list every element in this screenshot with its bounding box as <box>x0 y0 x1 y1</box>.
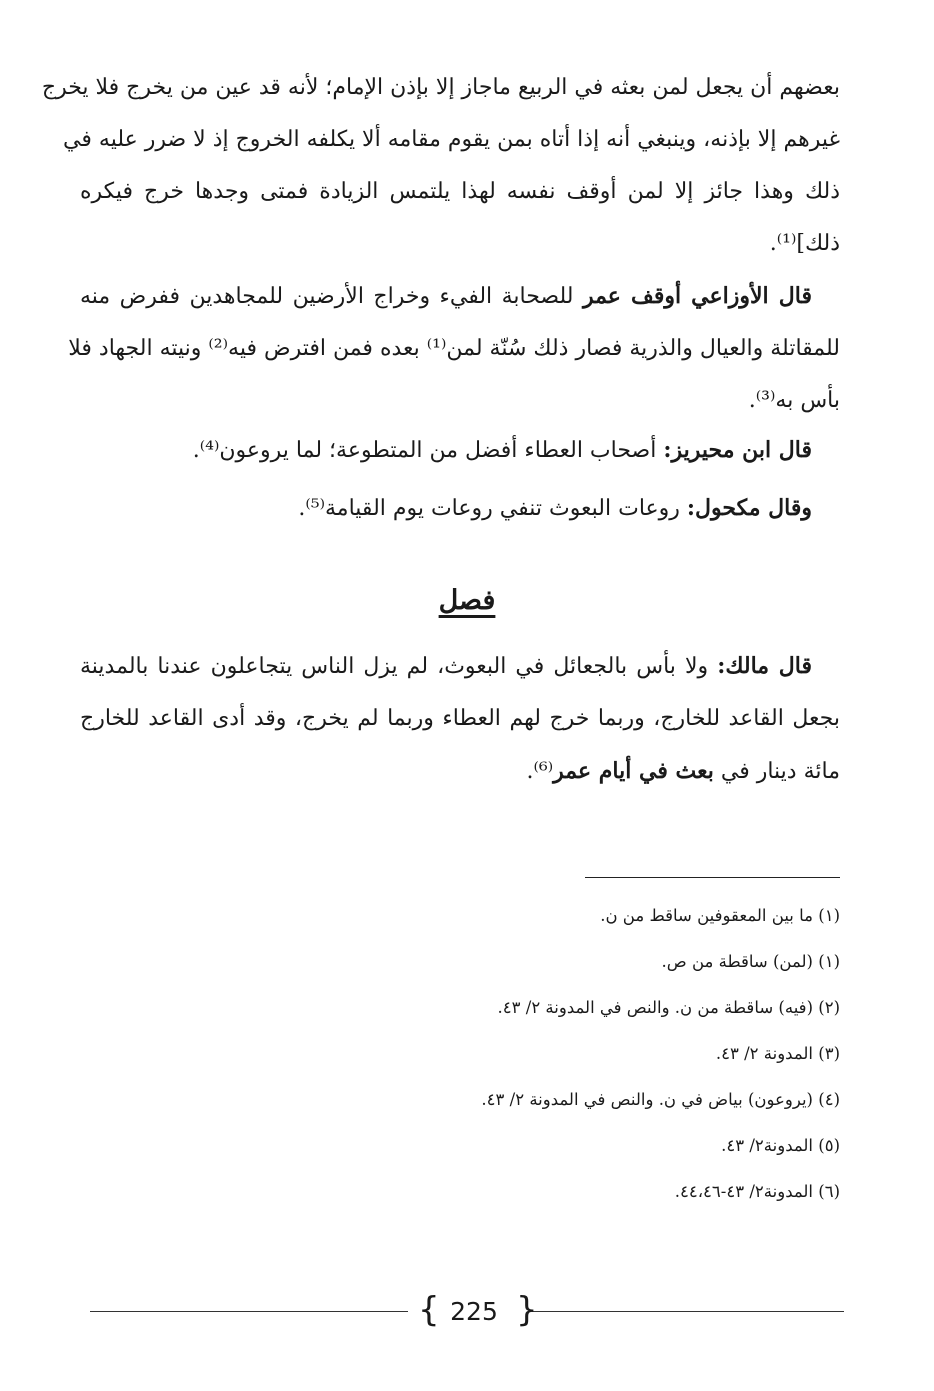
text-line: بجعل القاعد للخارج، وربما خرج لهم العطاء وربما لم يخرج، وقد أدى القاعد للخارج <box>80 706 840 731</box>
footnote: (١) (لمن) ساقطة من ص. <box>661 952 840 971</box>
text-line: غيرهم إلا بإذنه، وينبغي أنه إذا أتاه بمن يقوم مقامه ألا يكلفه الخروج إذ لا ضرر عليه في <box>63 127 840 152</box>
text-line: بأس به⁽³⁾. <box>748 388 840 413</box>
text-line <box>80 424 840 477</box>
footnote: (١) ما بين المعقوفين ساقط من ن. <box>600 906 840 925</box>
footnote: (٣) المدونة ٢/ ٤٣. <box>715 1044 840 1063</box>
speaker-name: قال ابن محيريز: <box>663 437 812 463</box>
text-line <box>80 640 840 693</box>
text-line: ذلك]⁽¹⁾. <box>769 231 840 256</box>
text-run: ⁽⁶⁾. <box>526 759 554 784</box>
page-footer <box>0 1290 934 1334</box>
footnote: (٢) (فيه) ساقطة من ن. والنص في المدونة ٢/ ٤٣. <box>497 998 840 1017</box>
text-line: ذلك وهذا جائز إلا لمن أوقف نفسه لهذا يلتمس الزيادة فمتى وجدها خرج فيكره <box>80 179 840 204</box>
page-number: 225 <box>450 1297 498 1326</box>
section-heading <box>0 585 934 616</box>
text-line: بعضهم أن يجعل لمن بعثه في الربيع ماجاز إلا بإذن الإمام؛ لأنه قد عين من يخرج فلا يخرج <box>41 75 840 100</box>
section-heading-text: فصل <box>438 585 496 616</box>
footer-rule-left <box>90 1311 408 1312</box>
speaker-name: قال الأوزاعي أوقف عمر <box>582 283 812 309</box>
footnote: (٥) المدونة٢/ ٤٣. <box>721 1136 840 1155</box>
text-line <box>80 270 840 323</box>
text-run-bold: بعث في أيام عمر <box>553 758 714 784</box>
speaker-name: قال مالك: <box>717 653 812 679</box>
speaker-name: وقال مكحول: <box>686 495 812 521</box>
text-run: للصحابة الفيء وخراج الأرضين للمجاهدين ففرض منه <box>80 284 583 309</box>
footnote: (٦) المدونة٢/ ٤٣-٤٤،٤٦. <box>674 1182 840 1201</box>
text-run: ولا بأس بالجعائل في البعوث، لم يزل الناس يتجاعلون عندنا بالمدينة <box>80 654 718 679</box>
left-brace: { <box>418 1290 440 1330</box>
text-line: للمقاتلة والعيال والذرية فصار ذلك سُنّة لمن⁽¹⁾ بعده فمن افترض فيه⁽²⁾ ونيته الجهاد فلا <box>68 336 840 361</box>
text-line <box>80 482 840 535</box>
text-run: أصحاب العطاء أفضل من المتطوعة؛ لما يروعون⁽⁴⁾. <box>192 438 664 463</box>
right-brace: } <box>516 1290 538 1330</box>
paragraph-2 <box>68 270 840 427</box>
paragraph-5 <box>80 640 840 798</box>
paragraph-3 <box>80 424 840 477</box>
footnote-separator <box>585 877 840 878</box>
paragraph-1 <box>41 62 840 270</box>
text-run: روعات البعوث تنفي روعات يوم القيامة⁽⁵⁾. <box>298 496 687 521</box>
text-run: مائة دينار في <box>713 759 840 784</box>
footnote: (٤) (يروعون) بياض في ن. والنص في المدونة ٢/ ٤٣. <box>481 1090 840 1109</box>
footer-rule-right <box>532 1311 844 1312</box>
paragraph-4 <box>80 482 840 535</box>
text-line <box>80 745 840 798</box>
